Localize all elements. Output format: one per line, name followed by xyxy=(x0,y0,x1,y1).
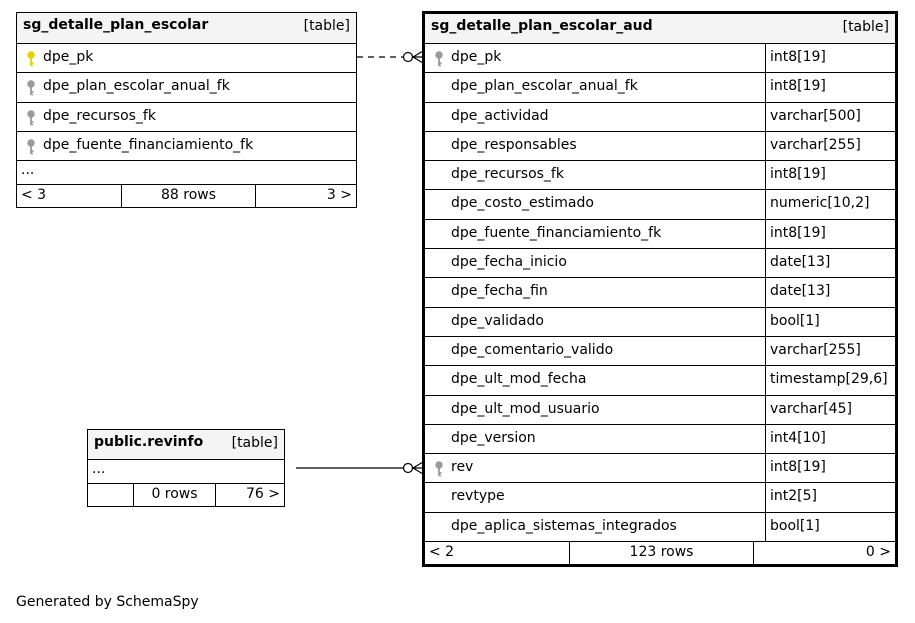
column-name: dpe_fecha_fin xyxy=(451,283,548,300)
table-header xyxy=(425,14,895,44)
key-icon xyxy=(433,460,445,478)
column-row[interactable] xyxy=(425,132,895,161)
column-row[interactable] xyxy=(17,103,356,132)
column-name: dpe_ult_mod_fecha xyxy=(451,371,587,388)
column-type: varchar[45] xyxy=(765,396,895,424)
parents-link[interactable]: < 2 xyxy=(429,544,455,561)
column-name: dpe_pk xyxy=(451,49,502,65)
row-count: 0 rows xyxy=(133,484,215,506)
children-link[interactable]: 76 > xyxy=(215,484,280,506)
column-row[interactable] xyxy=(17,44,356,73)
column-row[interactable] xyxy=(425,278,895,307)
column-row[interactable] xyxy=(425,425,895,454)
key-icon xyxy=(25,138,37,156)
table-name: sg_detalle_plan_escolar_aud xyxy=(431,18,653,34)
column-name: dpe_recursos_fk xyxy=(451,166,564,183)
table-sg-detalle-plan-escolar-aud[interactable] xyxy=(422,11,898,567)
column-name: dpe_version xyxy=(451,429,536,446)
parents-link[interactable]: < 3 xyxy=(21,187,47,203)
column-name: dpe_fuente_financiamiento_fk xyxy=(451,224,662,241)
key-icon xyxy=(25,79,37,97)
table-header xyxy=(17,13,356,44)
link-plan-optional-marker xyxy=(404,53,413,62)
column-name: rev xyxy=(451,459,474,476)
column-row[interactable] xyxy=(425,44,895,73)
column-name: dpe_validado xyxy=(451,312,544,329)
table-sg-detalle-plan-escolar[interactable] xyxy=(16,12,357,208)
table-footer xyxy=(17,185,356,208)
column-type: int8[19] xyxy=(765,44,895,72)
column-type: int8[19] xyxy=(765,161,895,189)
column-row[interactable] xyxy=(425,103,895,132)
column-name: dpe_pk xyxy=(43,49,94,65)
column-name: dpe_comentario_valido xyxy=(451,341,614,358)
column-type: int8[19] xyxy=(765,454,895,482)
generated-by-credit: Generated by SchemaSpy xyxy=(16,594,199,610)
row-count: 88 rows xyxy=(121,185,255,208)
column-row[interactable] xyxy=(425,73,895,102)
column-type: int2[5] xyxy=(765,483,895,511)
column-name: dpe_fuente_financiamiento_fk xyxy=(43,136,254,153)
column-type: bool[1] xyxy=(765,308,895,336)
column-row[interactable] xyxy=(425,337,895,366)
row-count: 123 rows xyxy=(569,542,753,565)
column-type: int8[19] xyxy=(765,220,895,248)
table-name: public.revinfo xyxy=(94,434,204,450)
column-row[interactable] xyxy=(425,161,895,190)
column-row[interactable] xyxy=(425,454,895,483)
column-name: dpe_responsables xyxy=(451,136,577,153)
column-row[interactable] xyxy=(425,249,895,278)
column-type: varchar[500] xyxy=(765,103,895,131)
table-footer xyxy=(88,484,284,506)
column-row[interactable] xyxy=(425,366,895,395)
column-type: varchar[255] xyxy=(765,337,895,365)
column-row[interactable] xyxy=(425,513,895,542)
more-columns: ... xyxy=(88,460,284,484)
table-name: sg_detalle_plan_escolar xyxy=(23,17,209,33)
column-name: dpe_fecha_inicio xyxy=(451,254,567,271)
column-name: dpe_costo_estimado xyxy=(451,195,594,212)
column-row[interactable] xyxy=(425,190,895,219)
column-name: dpe_actividad xyxy=(451,107,549,124)
column-name: revtype xyxy=(451,488,505,505)
column-type: int8[19] xyxy=(765,73,895,101)
column-row[interactable] xyxy=(17,132,356,161)
column-type: bool[1] xyxy=(765,513,895,541)
column-type: timestamp[29,6] xyxy=(765,366,895,394)
column-name: dpe_plan_escolar_anual_fk xyxy=(451,78,638,95)
column-row[interactable] xyxy=(425,396,895,425)
key-icon xyxy=(433,50,445,68)
table-public-revinfo[interactable] xyxy=(87,429,285,507)
column-row[interactable] xyxy=(425,483,895,512)
table-kind: [table] xyxy=(231,435,278,451)
table-footer xyxy=(425,542,895,565)
column-type: date[13] xyxy=(765,278,895,306)
column-type: numeric[10,2] xyxy=(765,190,895,218)
children-link[interactable]: 3 > xyxy=(255,185,352,208)
column-name: dpe_recursos_fk xyxy=(43,107,156,124)
column-row[interactable] xyxy=(425,308,895,337)
key-icon xyxy=(25,109,37,127)
link-revinfo-optional-marker xyxy=(404,464,413,473)
more-columns: ... xyxy=(17,161,356,185)
column-row[interactable] xyxy=(17,73,356,102)
column-name: dpe_plan_escolar_anual_fk xyxy=(43,78,230,95)
column-type: date[13] xyxy=(765,249,895,277)
column-name: dpe_aplica_sistemas_integrados xyxy=(451,517,677,534)
children-link[interactable]: 0 > xyxy=(753,542,891,565)
table-kind: [table] xyxy=(842,19,889,35)
table-kind: [table] xyxy=(303,18,350,34)
column-type: varchar[255] xyxy=(765,132,895,160)
key-icon xyxy=(25,50,37,68)
column-type: int4[10] xyxy=(765,425,895,453)
table-header xyxy=(88,430,284,460)
column-name: dpe_ult_mod_usuario xyxy=(451,400,600,417)
column-row[interactable] xyxy=(425,220,895,249)
